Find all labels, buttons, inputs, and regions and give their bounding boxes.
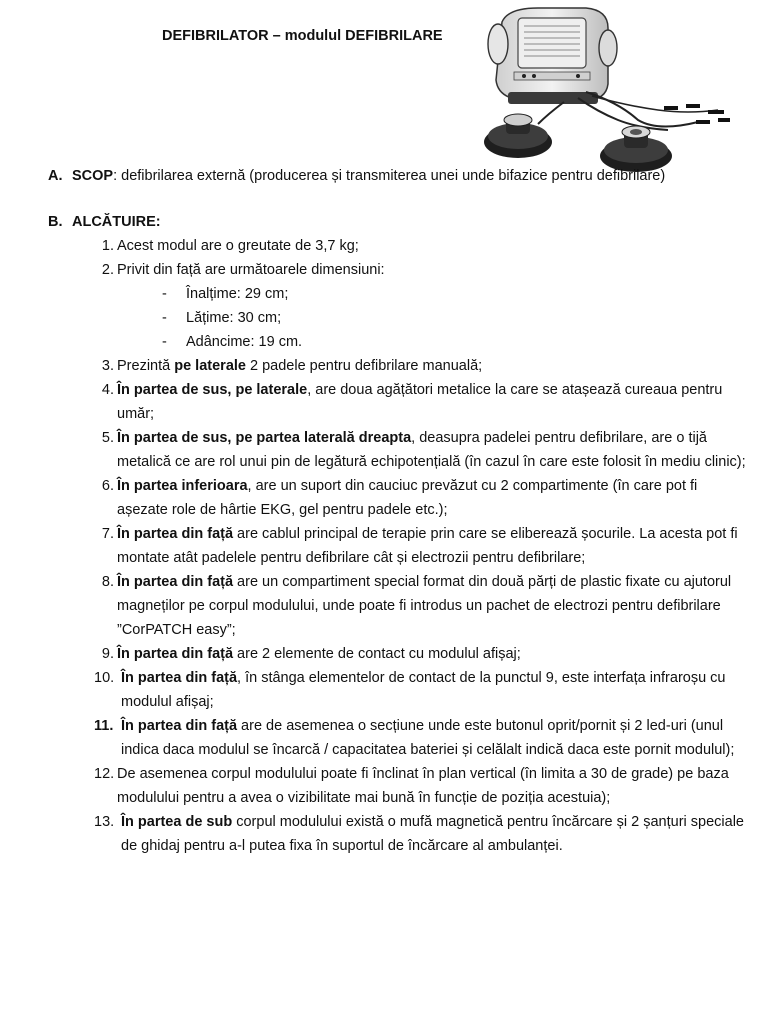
section-a-letter: A. xyxy=(48,168,63,184)
document-title: DEFIBRILATOR – modulul DEFIBRILARE xyxy=(162,28,443,44)
list-item-text: Privit din față are următoarele dimensiuni: xyxy=(117,262,385,278)
list-item-bold: În partea din față xyxy=(121,670,238,686)
list-item-text: are un compartiment special format din două părți de plastic fixate cu ajutorul magneților pe corpul modulului, unde poate fi introdus un pachet de electrozi pentru defibrilare ”CorPATCH easy”; xyxy=(117,574,732,638)
components-list xyxy=(0,234,768,858)
list-item-text: 2 padele pentru defibrilare manuală; xyxy=(245,358,483,374)
dimension-height: Înalțime: 29 cm; xyxy=(186,286,289,302)
dimension-item xyxy=(0,282,768,306)
dimension-item xyxy=(0,330,768,354)
list-item-text: , are doua agățători metalice la care se atașează cureaua pentru umăr; xyxy=(117,382,723,422)
list-item-bold: În partea din față xyxy=(117,646,234,662)
dimension-item xyxy=(0,306,768,330)
dimension-depth: Adâncime: 19 cm. xyxy=(186,334,303,350)
defibrillator-device-image xyxy=(468,2,758,174)
list-item xyxy=(0,666,768,714)
list-item-number: 8. xyxy=(101,574,114,590)
list-item-bold: În partea inferioara xyxy=(117,478,248,494)
list-item-number: 10. xyxy=(94,670,115,686)
list-item-number: 3. xyxy=(101,358,114,374)
list-item-bold: În partea din față xyxy=(117,526,234,542)
list-item xyxy=(0,714,768,762)
list-item-number: 1. xyxy=(101,238,114,254)
list-item-number: 9. xyxy=(101,646,114,662)
list-item xyxy=(0,810,768,858)
section-b-heading: ALCĂTUIRE: xyxy=(72,214,161,230)
list-item xyxy=(0,378,768,426)
list-item-bold: În partea de sus, pe partea laterală dreapta xyxy=(117,430,412,446)
dash-bullet: - xyxy=(162,310,167,326)
list-item-text: Acest modul are o greutate de 3,7 kg; xyxy=(117,238,359,254)
section-a-label: SCOP xyxy=(72,168,114,184)
list-item-number: 12. xyxy=(94,766,115,782)
list-item-text: , are un suport din cauciuc prevăzut cu 2 compartimente (în care pot fi așezate role de hârtie EKG, gel pentru padele etc.); xyxy=(117,478,698,518)
list-item-text: corpul modulului există o mufă magnetică pentru încărcare și 2 șanțuri speciale de ghidaj pentru a-l putea fixa în suportul de încărcare al ambulanței. xyxy=(121,814,744,854)
dash-bullet: - xyxy=(162,286,167,302)
section-b-letter: B. xyxy=(48,214,63,230)
section-a-description: : defibrilarea externă (producerea și transmiterea unei unde bifazice pentru defibrilare) xyxy=(113,168,666,184)
list-item-text: , în stânga elementelor de contact de la punctul 9, este interfața infraroșu cu modulul afișaj; xyxy=(121,670,726,710)
list-item-number: 6. xyxy=(101,478,114,494)
list-item-text: are 2 elemente de contact cu modulul afișaj; xyxy=(233,646,521,662)
section-a-text xyxy=(72,164,665,188)
list-item xyxy=(0,354,768,378)
list-item-bold: În partea de sus, pe laterale xyxy=(117,382,308,398)
list-item xyxy=(0,642,768,666)
list-item xyxy=(0,570,768,642)
list-item-text: , deasupra padelei pentru defibrilare, are o tijă metalică ce are rol unui pin de legătură echipotențială (în cazul în care este folosit în mediu clinic); xyxy=(117,430,746,470)
list-item xyxy=(0,234,768,258)
list-item-number: 11. xyxy=(94,718,114,734)
list-item-text: are de asemenea o secțiune unde este butonul oprit/pornit și 2 led-uri (unul indica daca modulul se încarcă / capacitatea bateriei și celălalt indică daca este pornit modulul); xyxy=(121,718,735,758)
list-item-bold: În partea de sub xyxy=(121,814,233,830)
list-item-text: are cablul principal de terapie prin care se eliberează șocurile. La acesta pot fi montate atât padelele pentru defibrilare cât și electrozii pentru defibrilare; xyxy=(117,526,738,566)
list-item-bold: În partea din față xyxy=(121,718,238,734)
list-item xyxy=(0,762,768,810)
list-item xyxy=(0,258,768,354)
list-item-text: De asemenea corpul modulului poate fi înclinat în plan vertical (în limita a 30 de grade) pe baza modulului pentru a avea o vizibilitate mai bună în funcție de poziția acestuia); xyxy=(117,766,729,806)
list-item-number: 4. xyxy=(101,382,114,398)
list-item-bold: În partea din față xyxy=(117,574,234,590)
list-item-number: 5. xyxy=(101,430,114,446)
list-item-number: 2. xyxy=(101,262,114,278)
list-item xyxy=(0,426,768,474)
list-item xyxy=(0,522,768,570)
list-item-number: 13. xyxy=(94,814,115,830)
dimension-width: Lățime: 30 cm; xyxy=(186,310,282,326)
list-item-prefix: Prezintă xyxy=(117,358,175,374)
dimensions-list xyxy=(0,282,768,354)
list-item xyxy=(0,474,768,522)
list-item-bold: pe laterale xyxy=(174,358,246,374)
dash-bullet: - xyxy=(162,334,167,350)
list-item-number: 7. xyxy=(101,526,114,542)
